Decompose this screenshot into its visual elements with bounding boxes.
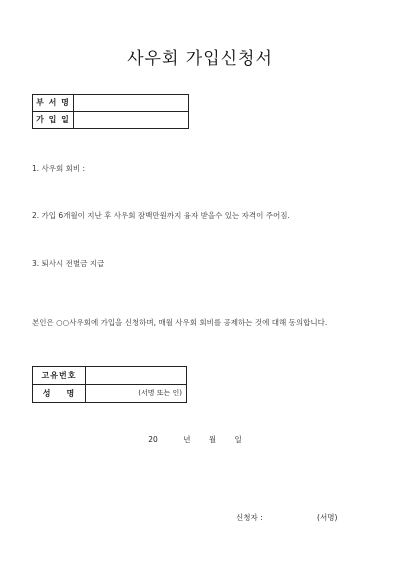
join-date-field[interactable] [74, 112, 189, 129]
item-loan-eligibility: 2. 가입 6개월이 지난 후 사우회 잠백만원까지 융자 받을수 있는 자격이 주어짐. [32, 211, 290, 220]
year-unit: 년 [183, 435, 191, 444]
signature-table [32, 366, 187, 403]
applicant-sign[interactable]: (서명) [317, 513, 338, 522]
id-number-label: 고유번호 [33, 367, 86, 385]
item-membership-fee: 1. 사우회 회비 : [32, 164, 86, 173]
id-number-field[interactable] [86, 367, 187, 385]
day-unit: 일 [234, 435, 242, 444]
join-date-label: 가 입 일 [33, 112, 74, 129]
department-row [33, 95, 189, 112]
applicant-line [236, 512, 337, 523]
applicant-label: 신청자 : [236, 513, 263, 522]
applicant-info-table [32, 94, 189, 129]
department-field[interactable] [74, 95, 189, 112]
id-number-row [33, 367, 187, 385]
name-label: 성 명 [33, 385, 86, 403]
date-line [0, 434, 390, 445]
join-date-row [33, 112, 189, 129]
page-title: 사우회 가입신청서 [127, 49, 273, 69]
month-unit: 월 [208, 435, 217, 444]
item-farewell-payment: 3. 퇴사시 전별금 지급 [32, 259, 105, 268]
department-label: 부 서 명 [33, 95, 74, 112]
name-signature-field[interactable]: (서명 또는 인) [86, 385, 187, 403]
name-row [33, 385, 187, 403]
year-prefix: 20 [148, 435, 158, 444]
consent-statement: 본인은 ○○사우회에 가입을 신청하며, 매월 사우회 회비를 공제하는 것에 대해 동의합니다. [32, 318, 328, 327]
